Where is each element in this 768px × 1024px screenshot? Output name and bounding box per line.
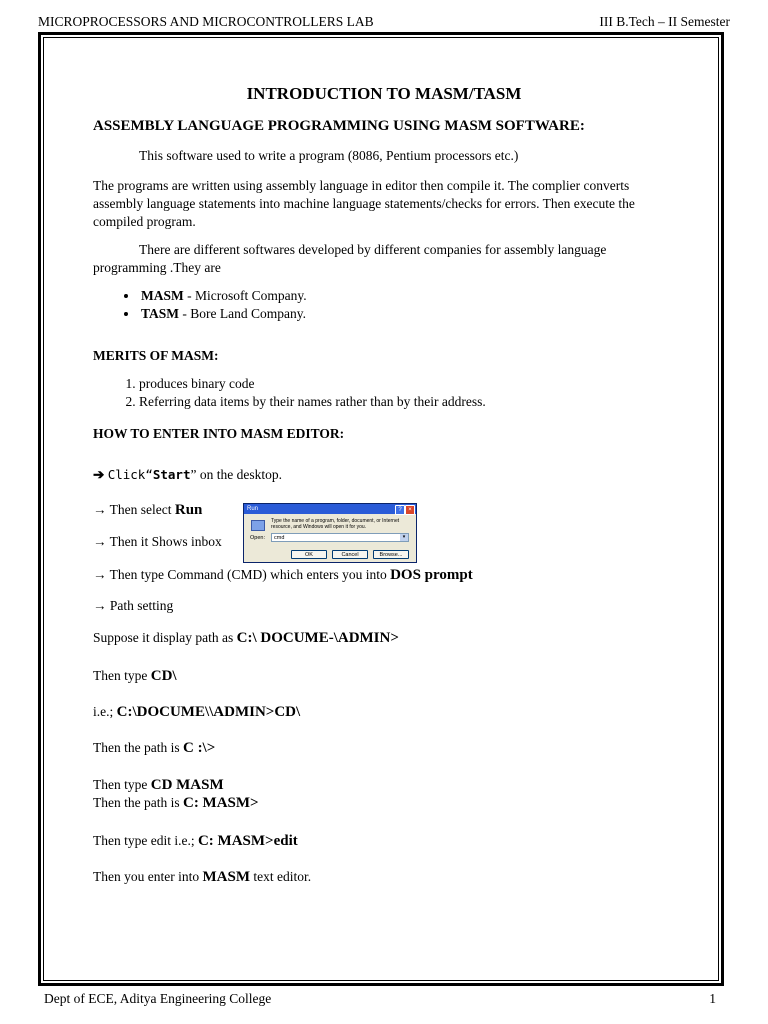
paragraph-intro: This software used to write a program (8086, Pentium processors etc.) <box>139 148 519 163</box>
page-number: 1 <box>709 991 716 1006</box>
open-input: cmd ▾ <box>271 533 409 542</box>
help-icon: ? <box>395 505 405 515</box>
document-body <box>93 85 673 443</box>
section-subtitle: ASSEMBLY LANGUAGE PROGRAMMING USING MASM SOFTWARE: <box>93 118 585 134</box>
run-program-icon <box>251 520 265 531</box>
paragraph-softwares: There are different softwares developed by different companies for assembly language programming .They are <box>93 242 607 275</box>
chevron-down-icon: ▾ <box>400 534 408 541</box>
run-dialog-screenshot <box>243 503 417 563</box>
footer-department: Dept of ECE, Aditya Engineering College <box>44 991 272 1006</box>
software-list <box>93 287 673 323</box>
paragraph-programs: The programs are written using assembly language in editor then compile it. The complier converts assembly language statements into machine language statements/checks for errors. Then execute the compiled program. <box>93 178 635 229</box>
browse-button: Browse... <box>373 550 409 559</box>
step-ie-cd: i.e.; C:\DOCUME\\ADMIN>CD\ <box>93 704 301 720</box>
list-item: 1. produces binary code <box>139 375 673 393</box>
step-path-setting: → Path setting <box>93 598 174 613</box>
step-click-start: ➔ Click“Start” on the desktop. <box>93 467 282 482</box>
step-type-cmd: → Then type Command (CMD) which enters you into DOS prompt <box>93 567 473 583</box>
merits-list <box>93 375 673 411</box>
step-type-cd: Then type CD\ <box>93 668 177 684</box>
header-course-title: MICROPROCESSORS AND MICROCONTROLLERS LAB <box>38 14 374 29</box>
list-item: • MASM - Microsoft Company. <box>139 287 673 305</box>
open-label: Open: <box>250 535 265 541</box>
step-enter-editor: Then you enter into MASM text editor. <box>93 869 312 885</box>
step-select-run: → Then select Run <box>93 502 203 518</box>
step-shows-inbox: → Then it Shows inbox <box>93 534 222 549</box>
close-icon: × <box>405 505 415 515</box>
how-heading: HOW TO ENTER INTO MASM EDITOR: <box>93 426 345 441</box>
merits-heading: MERITS OF MASM: <box>93 348 219 363</box>
step-type-edit: Then type edit i.e.; C: MASM>edit <box>93 833 298 849</box>
step-suppose-path: Suppose it display path as C:\ DOCUME-\ADMIN> <box>93 630 399 646</box>
step-path-masm: Then the path is C: MASM> <box>93 795 259 811</box>
list-item: • TASM - Bore Land Company. <box>139 305 673 323</box>
list-item: 2. Referring data items by their names rather than by their address. <box>139 393 673 411</box>
step-path-root: Then the path is C :\> <box>93 740 216 756</box>
run-dialog-title: Run <box>247 506 259 512</box>
run-dialog-description: Type the name of a program, folder, document, or Internet resource, and Windows will open it for you. <box>271 518 400 530</box>
cancel-button: Cancel <box>332 550 368 559</box>
page-title: INTRODUCTION TO MASM/TASM <box>246 84 522 103</box>
run-dialog-titlebar <box>244 504 416 514</box>
header-semester: III B.Tech – II Semester <box>599 14 730 29</box>
step-cd-masm: Then type CD MASM <box>93 777 224 793</box>
ok-button: OK <box>291 550 327 559</box>
